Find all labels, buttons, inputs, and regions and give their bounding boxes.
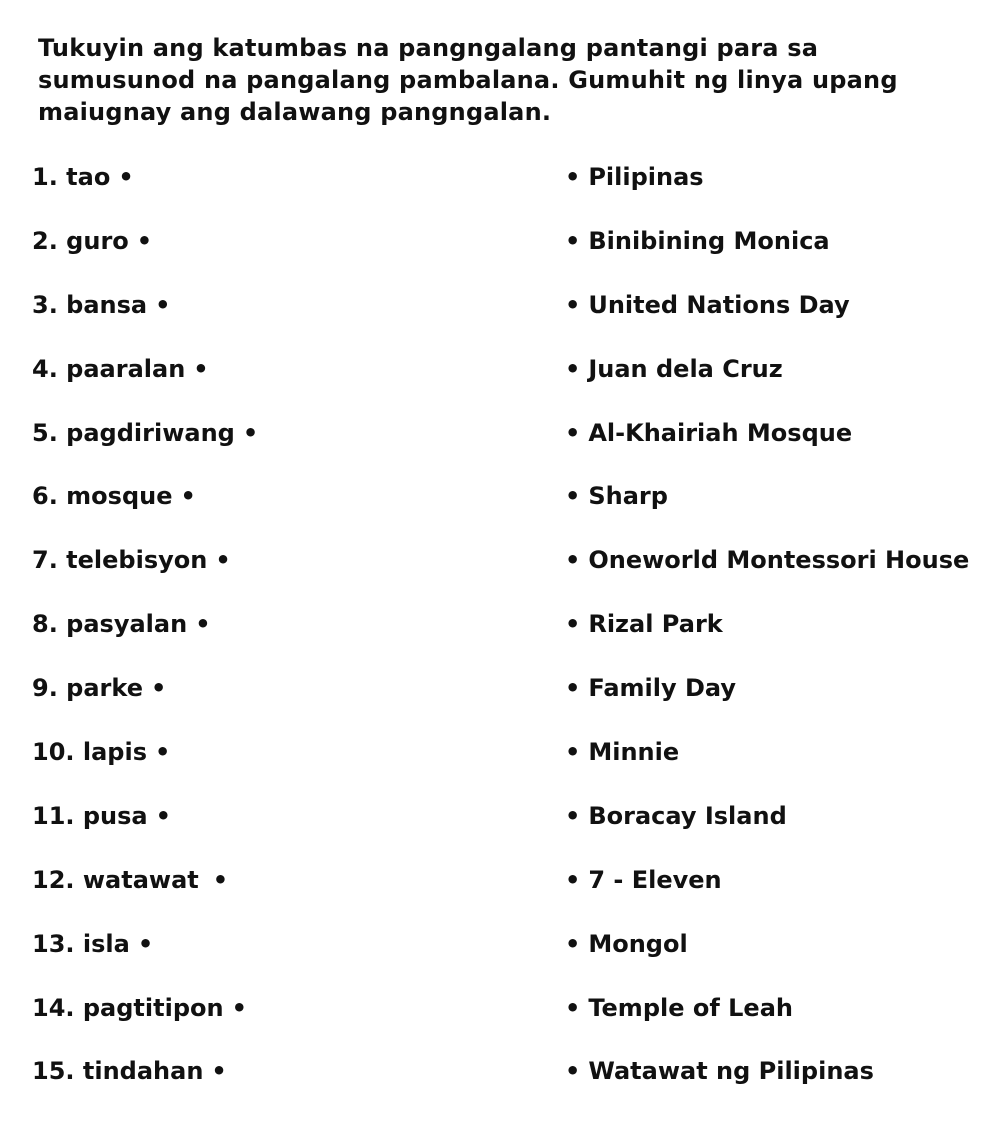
- right-connector-dot[interactable]: •: [565, 1057, 581, 1086]
- left-item: [32, 861, 532, 925]
- right-connector-dot[interactable]: •: [565, 993, 581, 1022]
- right-item: [565, 669, 995, 733]
- right-item: [565, 222, 995, 286]
- right-item-label: Family Day: [588, 674, 737, 703]
- right-item: [565, 605, 995, 669]
- left-item-label: 9. parke: [32, 674, 143, 703]
- right-connector-dot[interactable]: •: [565, 929, 581, 958]
- left-connector-dot[interactable]: •: [211, 1057, 227, 1086]
- left-connector-dot[interactable]: •: [150, 674, 167, 703]
- left-item-label: 15. tindahan: [32, 1057, 204, 1086]
- left-item-label: 5. pagdiriwang: [32, 418, 235, 447]
- instructions-text: Tukuyin ang katumbas na pangngalang pantangi para sa sumusunod na pangalang pambalana. Gumuhit ng linya upang maiugnay ang dalawang pangngalan.: [38, 34, 898, 126]
- right-column-proper-nouns: [565, 158, 995, 1116]
- left-column-common-nouns: [32, 158, 532, 1116]
- left-item: [32, 669, 532, 733]
- right-item-label: Pilipinas: [588, 163, 704, 191]
- right-item: [565, 350, 995, 414]
- right-item-label: Watawat ng Pilipinas: [588, 1057, 874, 1086]
- right-item: [565, 989, 995, 1053]
- left-item-label: 3. bansa: [32, 290, 148, 319]
- left-connector-dot[interactable]: •: [242, 418, 259, 447]
- left-connector-dot[interactable]: •: [215, 546, 231, 575]
- left-connector-dot[interactable]: •: [231, 993, 247, 1022]
- right-item-label: 7 - Eleven: [588, 865, 722, 894]
- right-item-label: Boracay Island: [588, 801, 787, 830]
- right-connector-dot[interactable]: •: [565, 226, 581, 255]
- left-connector-dot[interactable]: •: [212, 865, 229, 894]
- left-item: [32, 605, 532, 669]
- left-item-label: 10. lapis: [32, 738, 147, 767]
- left-connector-dot[interactable]: •: [137, 929, 154, 958]
- left-connector-dot[interactable]: •: [193, 354, 209, 383]
- right-item-label: Rizal Park: [588, 610, 723, 639]
- left-connector-dot[interactable]: •: [154, 738, 171, 767]
- left-item: [32, 925, 532, 989]
- right-connector-dot[interactable]: •: [565, 290, 581, 319]
- left-item-label: 1. tao: [32, 163, 111, 191]
- left-item: [32, 733, 532, 797]
- right-item-label: Temple of Leah: [588, 993, 793, 1022]
- right-connector-dot[interactable]: •: [565, 610, 581, 639]
- left-item-label: 11. pusa: [32, 801, 148, 830]
- right-item: [565, 286, 995, 350]
- right-item-label: Minnie: [588, 738, 680, 767]
- right-connector-dot[interactable]: •: [565, 482, 581, 511]
- right-item: [565, 797, 995, 861]
- right-item: [565, 541, 995, 605]
- right-connector-dot[interactable]: •: [565, 163, 581, 191]
- right-connector-dot[interactable]: •: [565, 546, 581, 575]
- right-item-label: Juan dela Cruz: [588, 354, 783, 383]
- left-item-label: 2. guro: [32, 226, 129, 255]
- left-connector-dot[interactable]: •: [118, 163, 134, 191]
- left-item: [32, 350, 532, 414]
- right-item-label: Oneworld Montessori House: [588, 546, 970, 575]
- right-item: [565, 158, 995, 222]
- right-connector-dot[interactable]: •: [565, 674, 581, 703]
- right-item: [565, 1052, 995, 1116]
- left-item: [32, 414, 532, 478]
- left-item-label: 12. watawat: [32, 865, 199, 894]
- right-item: [565, 477, 995, 541]
- right-item: [565, 414, 995, 478]
- right-item: [565, 733, 995, 797]
- right-item-label: Mongol: [588, 929, 688, 958]
- left-item-label: 7. telebisyon: [32, 546, 208, 575]
- left-item: [32, 797, 532, 861]
- left-connector-dot[interactable]: •: [180, 482, 196, 511]
- right-item-label: Sharp: [588, 482, 668, 511]
- right-connector-dot[interactable]: •: [565, 801, 581, 830]
- right-connector-dot[interactable]: •: [565, 354, 581, 383]
- right-item-label: Binibining Monica: [588, 226, 830, 255]
- left-item: [32, 222, 532, 286]
- left-connector-dot[interactable]: •: [155, 801, 171, 830]
- left-item-label: 8. pasyalan: [32, 610, 188, 639]
- right-connector-dot[interactable]: •: [565, 418, 581, 447]
- right-item-label: United Nations Day: [588, 290, 850, 319]
- right-connector-dot[interactable]: •: [565, 738, 581, 767]
- left-item: [32, 541, 532, 605]
- right-item-label: Al-Khairiah Mosque: [588, 418, 853, 447]
- right-item: [565, 925, 995, 989]
- left-item: [32, 158, 532, 222]
- right-connector-dot[interactable]: •: [565, 865, 581, 894]
- left-connector-dot[interactable]: •: [195, 610, 211, 639]
- right-item: [565, 861, 995, 925]
- left-item: [32, 989, 532, 1053]
- left-item-label: 6. mosque: [32, 482, 173, 511]
- left-item-label: 14. pagtitipon: [32, 993, 224, 1022]
- left-item-label: 13. isla: [32, 929, 130, 958]
- left-item-label: 4. paaralan: [32, 354, 186, 383]
- left-connector-dot[interactable]: •: [136, 226, 153, 255]
- left-item: [32, 1052, 532, 1116]
- left-connector-dot[interactable]: •: [155, 290, 171, 319]
- left-item: [32, 286, 532, 350]
- left-item: [32, 477, 532, 541]
